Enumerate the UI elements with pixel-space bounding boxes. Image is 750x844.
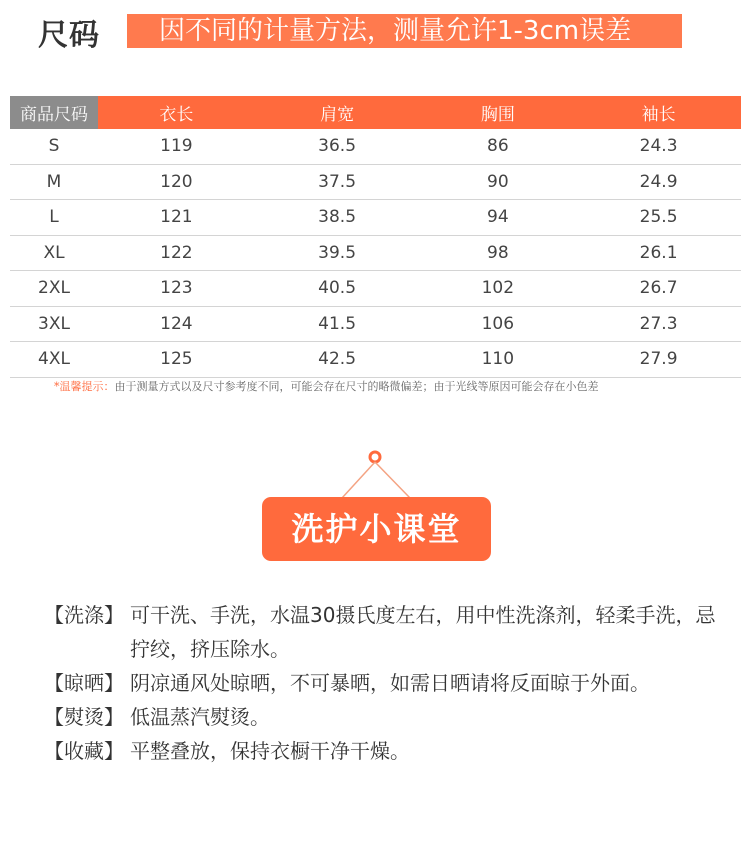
cell-shoulder: 42.5 xyxy=(255,342,420,378)
cell-length: 122 xyxy=(98,235,255,271)
care-item-washing xyxy=(44,598,724,666)
column-header-length: 衣长 xyxy=(98,96,255,129)
size-chart-table xyxy=(10,96,741,378)
cell-chest: 94 xyxy=(419,200,576,236)
care-item-tag: 【收藏】 xyxy=(44,739,124,763)
size-title: 尺码 xyxy=(38,18,100,53)
note-text: 由于测量方式以及尺寸参考度不同，可能会存在尺寸的略微偏差；由于光线等原因可能会存在小色差 xyxy=(114,380,599,393)
table-row xyxy=(10,342,741,378)
care-item-text: 可干洗、手洗，水温30摄氏度左右，用中性洗涤剂，轻柔手洗，忌拧绞，挤压除水。 xyxy=(130,603,716,661)
cell-size: M xyxy=(10,164,98,200)
cell-length: 124 xyxy=(98,306,255,342)
column-header-size: 商品尺码 xyxy=(10,96,98,129)
cell-chest: 90 xyxy=(419,164,576,200)
table-header-row xyxy=(10,96,741,129)
care-item-ironing xyxy=(44,700,724,734)
cell-length: 119 xyxy=(98,129,255,164)
cell-sleeve: 24.3 xyxy=(576,129,741,164)
size-note xyxy=(54,378,599,394)
column-header-chest: 胸围 xyxy=(419,96,576,129)
column-header-sleeve: 袖长 xyxy=(576,96,741,129)
cell-chest: 106 xyxy=(419,306,576,342)
cell-length: 120 xyxy=(98,164,255,200)
cell-shoulder: 40.5 xyxy=(255,271,420,307)
cell-size: L xyxy=(10,200,98,236)
table-row xyxy=(10,235,741,271)
care-item-tag: 【洗涤】 xyxy=(44,603,124,627)
cell-sleeve: 25.5 xyxy=(576,200,741,236)
cell-sleeve: 26.1 xyxy=(576,235,741,271)
care-item-tag: 【晾晒】 xyxy=(44,671,124,695)
cell-size: 2XL xyxy=(10,271,98,307)
cell-size: 3XL xyxy=(10,306,98,342)
cell-length: 121 xyxy=(98,200,255,236)
cell-shoulder: 36.5 xyxy=(255,129,420,164)
table-row xyxy=(10,306,741,342)
care-item-storage xyxy=(44,734,724,768)
cell-sleeve: 27.9 xyxy=(576,342,741,378)
cell-shoulder: 38.5 xyxy=(255,200,420,236)
care-item-text: 平整叠放，保持衣橱干净干燥。 xyxy=(130,739,410,763)
cell-chest: 86 xyxy=(419,129,576,164)
table-row xyxy=(10,271,741,307)
cell-chest: 110 xyxy=(419,342,576,378)
care-item-tag: 【熨烫】 xyxy=(44,705,124,729)
column-header-shoulder: 肩宽 xyxy=(255,96,420,129)
cell-size: S xyxy=(10,129,98,164)
cell-shoulder: 41.5 xyxy=(255,306,420,342)
care-item-drying xyxy=(44,666,724,700)
cell-chest: 98 xyxy=(419,235,576,271)
cell-chest: 102 xyxy=(419,271,576,307)
hanger-icon xyxy=(330,448,420,502)
care-item-text: 低温蒸汽熨烫。 xyxy=(130,705,270,729)
care-item-text: 阴凉通风处晾晒，不可暴晒，如需日晒请将反面晾于外面。 xyxy=(130,671,650,695)
cell-size: 4XL xyxy=(10,342,98,378)
cell-sleeve: 27.3 xyxy=(576,306,741,342)
cell-size: XL xyxy=(10,235,98,271)
cell-shoulder: 37.5 xyxy=(255,164,420,200)
cell-shoulder: 39.5 xyxy=(255,235,420,271)
cell-length: 123 xyxy=(98,271,255,307)
care-title-badge: 洗护小课堂 xyxy=(262,497,491,561)
table-row xyxy=(10,164,741,200)
table-row xyxy=(10,129,741,164)
cell-sleeve: 26.7 xyxy=(576,271,741,307)
care-instructions xyxy=(44,598,724,768)
measurement-banner: 因不同的计量方法，测量允许1-3cm误差 xyxy=(127,14,682,48)
note-warm-label: *温馨提示： xyxy=(54,380,115,393)
cell-sleeve: 24.9 xyxy=(576,164,741,200)
table-row xyxy=(10,200,741,236)
cell-length: 125 xyxy=(98,342,255,378)
